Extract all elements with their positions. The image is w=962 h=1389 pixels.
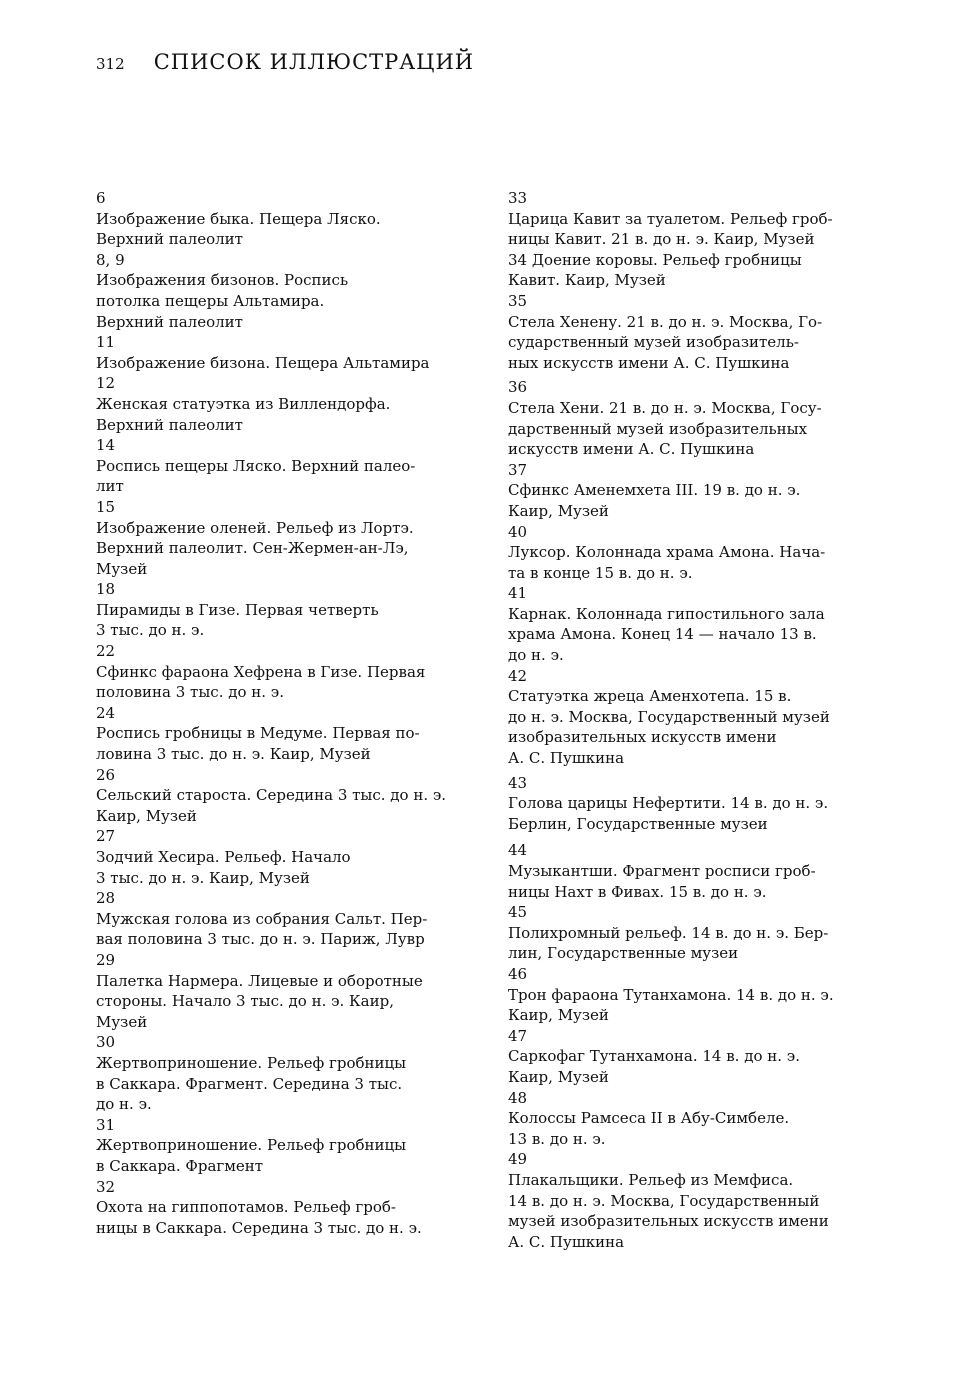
illustration-number: 29 [96, 950, 116, 969]
illustration-caption-line: Плакальщики. Рельеф из Мемфиса. [508, 1170, 794, 1189]
illustration-entry [96, 188, 488, 250]
illustration-caption-line: 3 тыс. до н. э. [96, 621, 205, 640]
illustration-caption-line: Верхний палеолит [96, 312, 243, 331]
illustration-entry [508, 902, 884, 964]
illustration-entry [508, 377, 884, 459]
illustration-number: 43 [508, 773, 528, 792]
illustration-entry [96, 765, 488, 827]
illustration-caption-line: Голова царицы Нефертити. 14 в. до н. э. [508, 794, 829, 813]
right-column [508, 188, 884, 1252]
illustration-caption-line: А. С. Пушкина [508, 749, 625, 768]
illustration-caption-line: храма Амона. Конец 14 — начало 13 в. [508, 625, 817, 644]
illustration-entry [508, 666, 884, 769]
illustration-caption-line: Стела Хенену. 21 в. до н. э. Москва, Го- [508, 312, 823, 331]
illustration-caption-line: Роспись пещеры Ляско. Верхний палео- [96, 456, 416, 475]
illustration-entry [96, 1177, 488, 1239]
illustration-caption-line: Верхний палеолит. Сен-Жермен-ан-Лэ, [96, 539, 409, 558]
illustration-caption-line: та в конце 15 в. до н. э. [508, 563, 693, 582]
illustration-caption-line: Жертвоприношение. Рельеф гробницы [96, 1136, 407, 1155]
illustration-number: 41 [508, 584, 528, 603]
illustration-caption-line: Каир, Музей [508, 1067, 609, 1086]
illustration-caption-line: ловина 3 тыс. до н. э. Каир, Музей [96, 745, 371, 764]
illustration-caption-line: Женская статуэтка из Виллендорфа. [96, 394, 391, 413]
illustration-caption-line: Музей [96, 1012, 148, 1031]
illustration-entry [96, 826, 488, 888]
illustration-caption-line: Изображение бизона. Пещера Альтамира [96, 353, 430, 372]
illustration-caption-line: лин, Государственные музеи [508, 944, 739, 963]
illustration-caption-line: Берлин, Государственные музеи [508, 814, 768, 833]
illustration-number: 26 [96, 765, 116, 784]
illustration-caption-line: Трон фараона Тутанхамона. 14 в. до н. э. [508, 985, 834, 1004]
illustration-caption-line: стороны. Начало 3 тыс. до н. э. Каир, [96, 992, 394, 1011]
illustration-caption-line: Музыкантши. Фрагмент росписи гроб- [508, 862, 816, 880]
illustration-caption-line: лит [96, 477, 124, 496]
illustration-entry [96, 579, 488, 641]
illustration-number: 15 [96, 497, 116, 516]
illustration-entry [508, 188, 884, 250]
illustration-caption-line: музей изобразительных искусств имени [508, 1212, 829, 1231]
illustration-number: 30 [96, 1033, 116, 1052]
illustration-entry [96, 373, 488, 435]
illustration-caption-line: Царица Кавит за туалетом. Рельеф гроб- [508, 209, 833, 228]
illustration-number: 11 [96, 333, 116, 352]
page-header [96, 50, 474, 74]
illustration-caption-line: Изображение оленей. Рельеф из Лортэ. [96, 518, 414, 537]
illustration-caption-line: Саркофаг Тутанхамона. 14 в. до н. э. [508, 1047, 800, 1066]
illustration-entry [96, 703, 488, 765]
illustration-caption-line: сударственный музей изобразитель- [508, 333, 799, 352]
illustration-number: 33 [508, 189, 528, 207]
illustration-caption-line: до н. э. Москва, Государственный музей [508, 707, 830, 726]
illustration-number: 18 [96, 580, 116, 599]
illustration-caption-line: Кавит. Каир, Музей [508, 271, 666, 290]
illustration-caption-line: Каир, Музей [508, 1006, 609, 1025]
illustration-caption-line: Верхний палеолит [96, 415, 243, 434]
illustration-number: 49 [508, 1150, 528, 1169]
illustration-caption-line: Стела Хени. 21 в. до н. э. Москва, Госу- [508, 398, 822, 417]
illustration-caption-line: вая половина 3 тыс. до н. э. Париж, Лувр [96, 930, 425, 949]
illustration-entry [508, 583, 884, 665]
illustration-number: 40 [508, 522, 528, 541]
illustration-number: 45 [508, 903, 528, 922]
illustration-entry [96, 950, 488, 1032]
illustration-caption-line: 13 в. до н. э. [508, 1129, 606, 1148]
illustration-number: 46 [508, 964, 528, 983]
illustration-entry [96, 332, 488, 373]
illustration-caption-line: Сельский староста. Середина 3 тыс. до н. э. [96, 786, 447, 805]
illustration-caption-line: дарственный музей изобразительных [508, 419, 808, 438]
illustration-number: 28 [96, 889, 116, 908]
illustration-caption-line: 14 в. до н. э. Москва, Государственный [508, 1191, 820, 1210]
illustration-caption-line: ницы Кавит. 21 в. до н. э. Каир, Музей [508, 230, 815, 249]
illustration-number: 47 [508, 1026, 528, 1045]
illustration-caption-line: Сфинкс Аменемхета III. 19 в. до н. э. [508, 481, 801, 500]
illustration-caption-line: Зодчий Хесира. Рельеф. Начало [96, 848, 351, 866]
illustration-caption-line: Каир, Музей [508, 501, 609, 520]
illustration-caption-line: в Саккара. Фрагмент. Середина 3 тыс. [96, 1074, 403, 1093]
illustration-caption-line: Жертвоприношение. Рельеф гробницы [96, 1053, 407, 1072]
illustration-entry [96, 250, 488, 332]
illustration-caption-line: изобразительных искусств имени [508, 728, 777, 747]
illustration-number: 48 [508, 1088, 528, 1107]
illustration-entry [508, 1149, 884, 1252]
illustration-caption-line: Верхний палеолит [96, 230, 243, 249]
illustration-entry [96, 1032, 488, 1114]
illustration-caption-line: до н. э. [508, 646, 564, 665]
illustration-caption-line: Колоссы Рамсеса II в Абу-Симбеле. [508, 1109, 790, 1128]
illustration-number: 32 [96, 1177, 116, 1196]
illustration-number: 36 [508, 378, 528, 397]
illustration-number: 27 [96, 827, 116, 846]
illustration-caption-line: потолка пещеры Альтамира. [96, 291, 325, 310]
page-title: СПИСОК ИЛЛЮСТРАЦИЙ [153, 50, 475, 74]
illustration-number: 8, 9 [96, 250, 125, 269]
illustration-entry [508, 250, 884, 291]
illustration-number: 37 [508, 460, 528, 479]
illustration-entry [508, 460, 884, 522]
illustration-caption-line: Охота на гиппопотамов. Рельеф гроб- [96, 1198, 396, 1217]
illustration-number: 42 [508, 666, 528, 685]
illustration-caption-line: в Саккара. Фрагмент [96, 1156, 264, 1175]
illustration-caption-line: Каир, Музей [96, 806, 197, 825]
illustration-caption-line: Музей [96, 559, 148, 578]
illustration-entry [96, 1115, 488, 1177]
illustration-caption-line: Изображения бизонов. Роспись [96, 271, 349, 290]
illustration-caption-line: ницы в Саккара. Середина 3 тыс. до н. э. [96, 1218, 422, 1237]
illustration-entry [508, 1088, 884, 1150]
illustration-caption-line: половина 3 тыс. до н. э. [96, 683, 284, 702]
illustration-caption-line: Карнак. Колоннада гипостильного зала [508, 604, 825, 623]
illustration-caption-line: Сфинкс фараона Хефрена в Гизе. Первая [96, 662, 426, 681]
illustration-entry [508, 1026, 884, 1088]
illustration-entry [96, 641, 488, 703]
illustration-entry [96, 888, 488, 950]
illustration-entry [96, 497, 488, 579]
illustration-number: 6 [96, 189, 106, 207]
illustration-entry [508, 773, 884, 835]
illustration-caption-line: Роспись гробницы в Медуме. Первая по- [96, 724, 420, 743]
left-column [96, 188, 488, 1238]
illustration-caption-line: 3 тыс. до н. э. Каир, Музей [96, 868, 310, 887]
illustration-caption-line: искусств имени А. С. Пушкина [508, 440, 755, 459]
illustration-caption-line: Полихромный рельеф. 14 в. до н. э. Бер- [508, 923, 829, 942]
illustration-caption-line: Луксор. Колоннада храма Амона. Нача- [508, 543, 826, 562]
illustration-number: 22 [96, 642, 116, 661]
page-number: 312 [96, 55, 125, 73]
illustration-number: 24 [96, 703, 116, 722]
illustration-entry [96, 435, 488, 497]
illustration-entry [508, 522, 884, 584]
illustration-number: 44 [508, 841, 528, 860]
illustration-number: 14 [96, 436, 116, 455]
illustration-caption-line: ницы Нахт в Фивах. 15 в. до н. э. [508, 882, 767, 901]
illustration-caption-line: ных искусств имени А. С. Пушкина [508, 353, 790, 372]
illustration-caption-line: 34 Доение коровы. Рельеф гробницы [508, 250, 802, 269]
illustration-caption-line: Палетка Нармера. Лицевые и оборотные [96, 971, 423, 990]
illustration-caption-line: до н. э. [96, 1095, 152, 1114]
illustration-entry [508, 291, 884, 373]
illustration-entry [508, 840, 884, 902]
illustration-caption-line: Изображение быка. Пещера Ляско. [96, 209, 381, 228]
illustration-number: 12 [96, 374, 116, 393]
illustration-entry [508, 964, 884, 1026]
illustration-caption-line: А. С. Пушкина [508, 1232, 625, 1251]
illustration-number: 31 [96, 1115, 116, 1134]
illustration-number: 35 [508, 291, 528, 310]
illustration-caption-line: Пирамиды в Гизе. Первая четверть [96, 600, 379, 619]
illustration-caption-line: Мужская голова из собрания Сальт. Пер- [96, 909, 428, 928]
illustration-caption-line: Статуэтка жреца Аменхотепа. 15 в. [508, 687, 792, 706]
